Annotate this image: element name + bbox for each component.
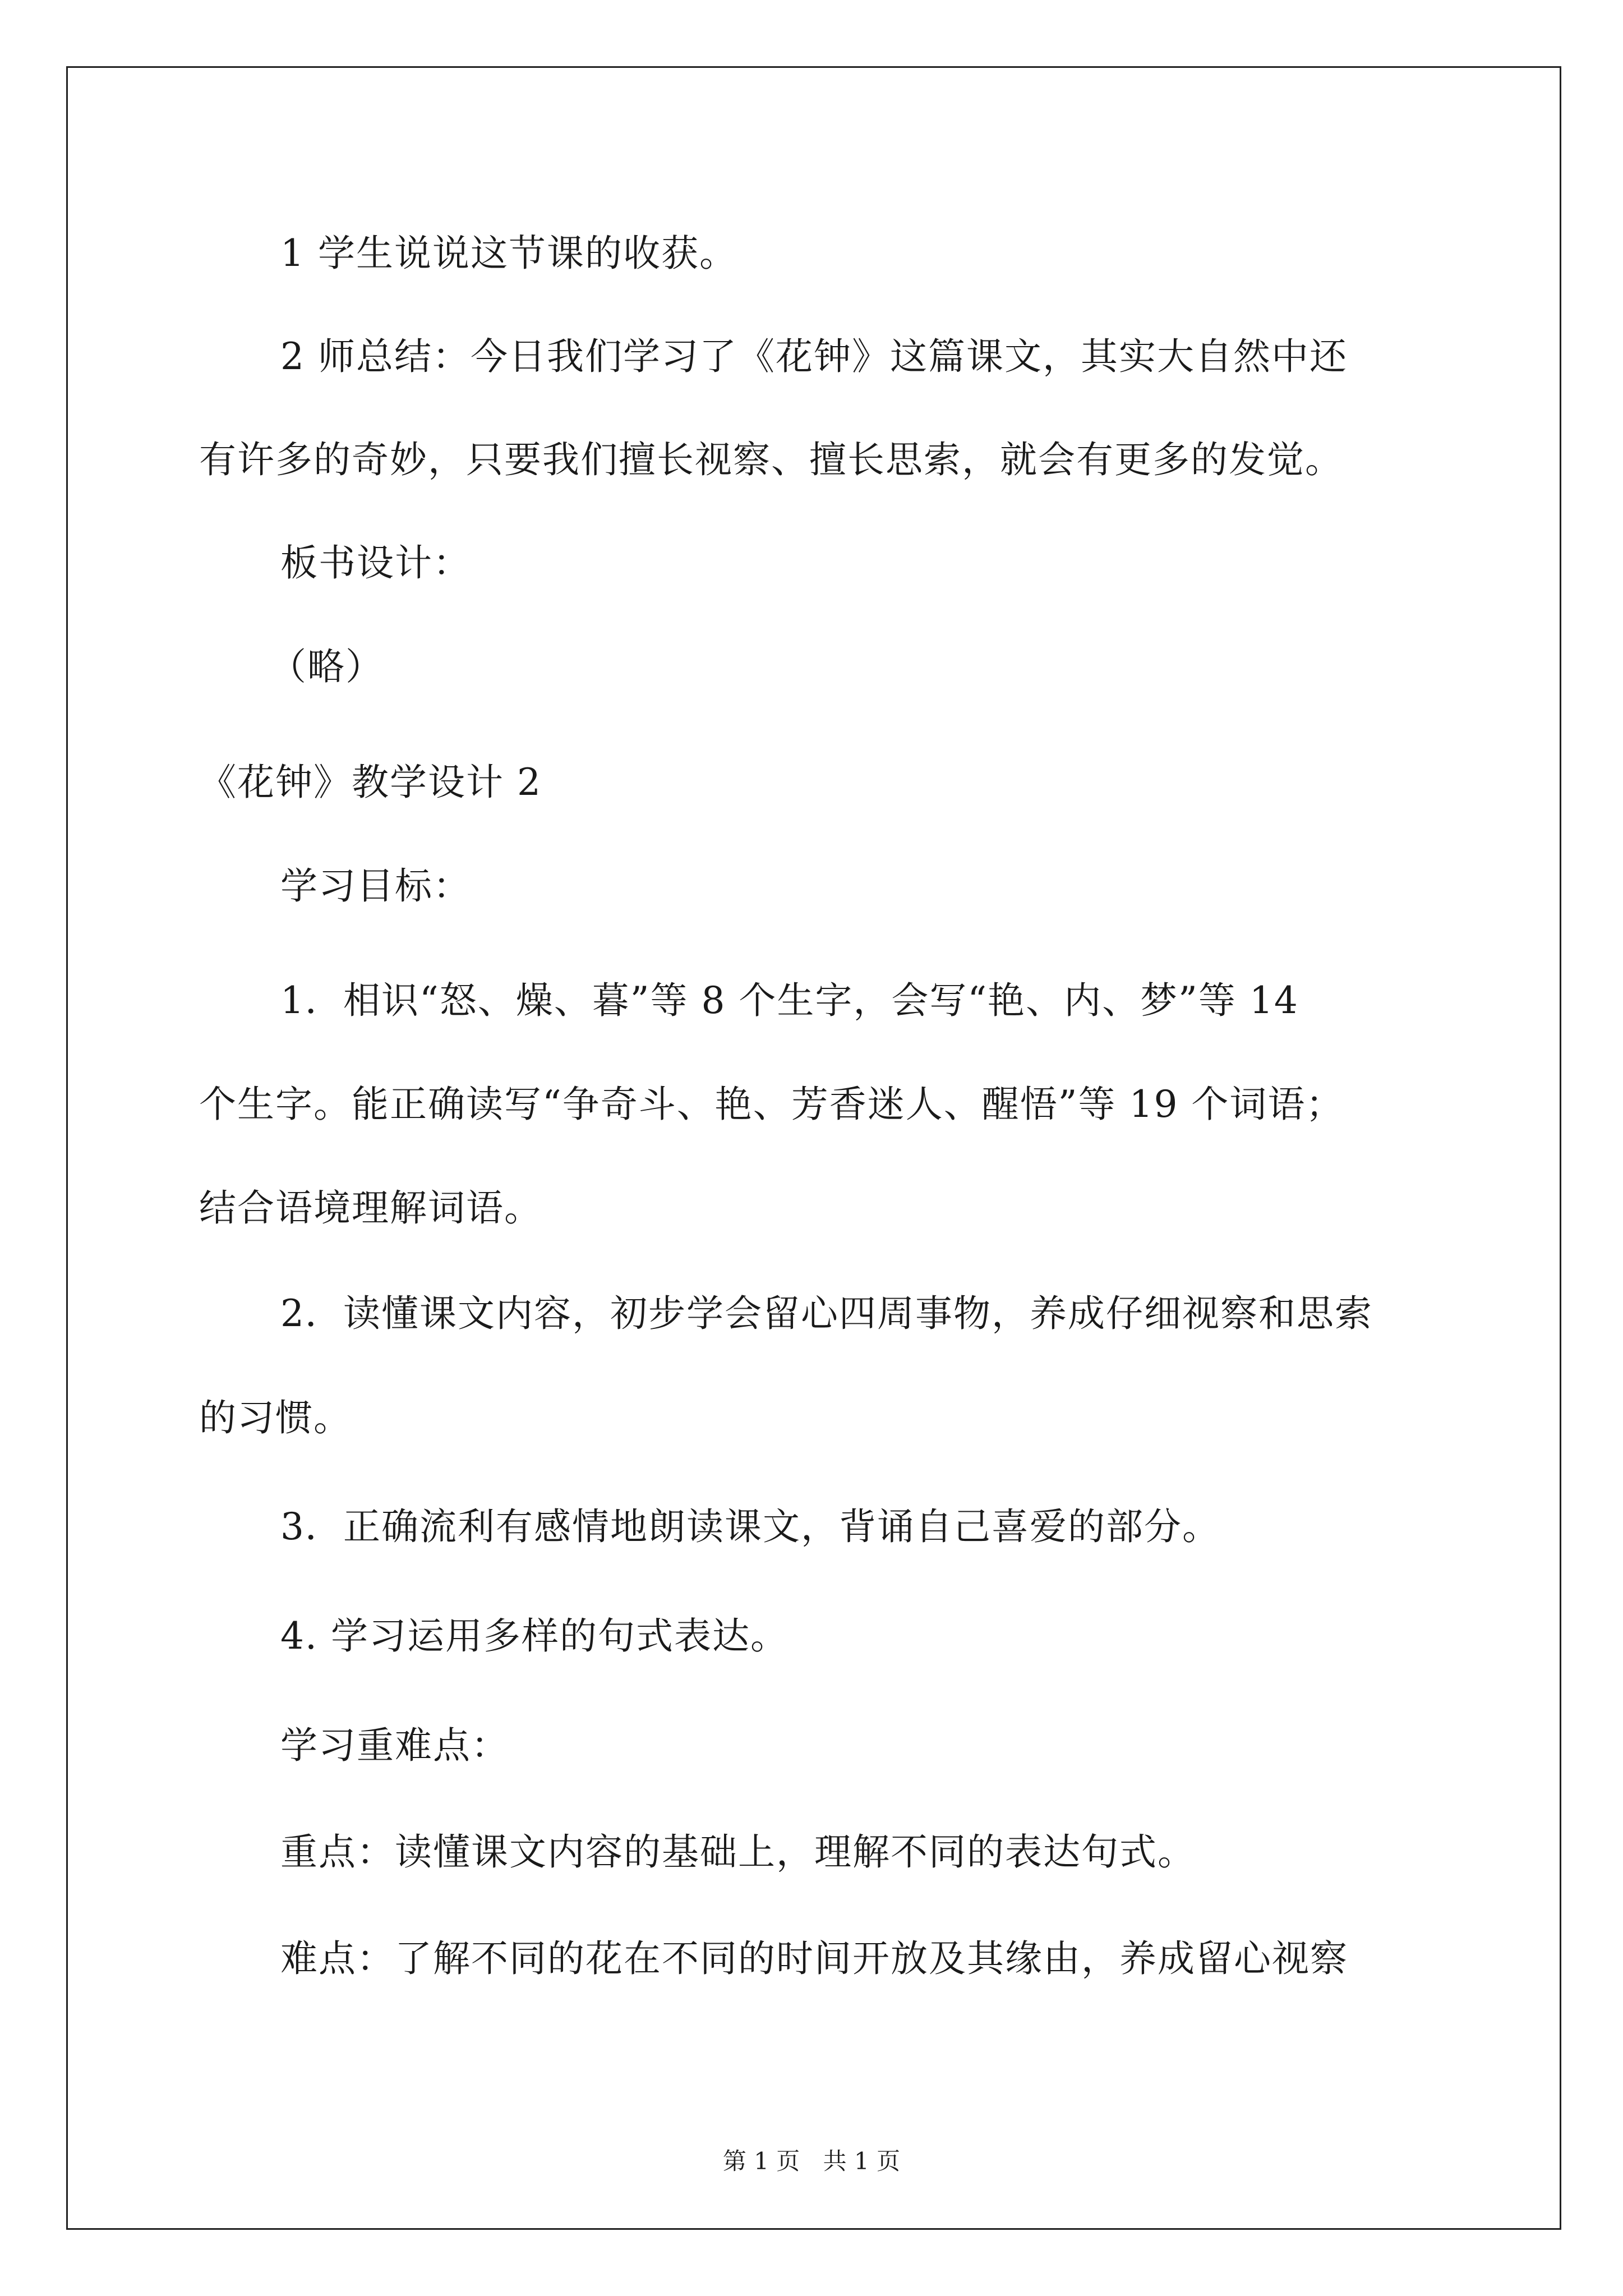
paragraph-line: 的习惯。	[199, 1396, 352, 1439]
page-border	[66, 66, 1561, 2230]
paragraph-line: 难点：了解不同的花在不同的时间开放及其缘由，养成留心视察	[280, 1937, 1348, 1980]
paragraph-line: 结合语境理解词语。	[199, 1186, 542, 1230]
paragraph-line: 1．相识“怒、燥、暮”等 8 个生字，会写“艳、内、梦”等 14	[280, 979, 1299, 1022]
paragraph-line: 重点：读懂课文内容的基础上，理解不同的表达句式。	[280, 1830, 1196, 1874]
paragraph-line: 2．读懂课文内容，初步学会留心四周事物，养成仔细视察和思索	[280, 1292, 1373, 1335]
paragraph-line: 3．正确流利有感情地朗读课文，背诵自己喜爱的部分。	[280, 1505, 1220, 1548]
page-footer	[0, 2147, 1623, 2175]
paragraph-line: 1 学生说说这节课的收获。	[280, 232, 737, 275]
paragraph-line: 有许多的奇妙，只要我们擅长视察、擅长思索，就会有更多的发觉。	[199, 438, 1343, 481]
paragraph-line: 2 师总结：今日我们学习了《花钟》这篇课文，其实大自然中还	[280, 335, 1348, 378]
paragraph-line: 4. 学习运用多样的句式表达。	[280, 1614, 789, 1658]
paragraph-line: 个生字。能正确读写“争奇斗、艳、芳香迷人、醒悟”等 19 个词语；	[199, 1083, 1344, 1126]
page-number: 第 1 页	[722, 2147, 800, 2175]
paragraph-line: 学习目标：	[280, 864, 471, 908]
paragraph-line: 学习重难点：	[280, 1724, 509, 1767]
section-heading: 《花钟》教学设计 2	[199, 761, 542, 804]
page-total: 共 1 页	[823, 2147, 901, 2175]
paragraph-line: 板书设计：	[280, 541, 471, 585]
paragraph-line: （略）	[269, 645, 384, 688]
